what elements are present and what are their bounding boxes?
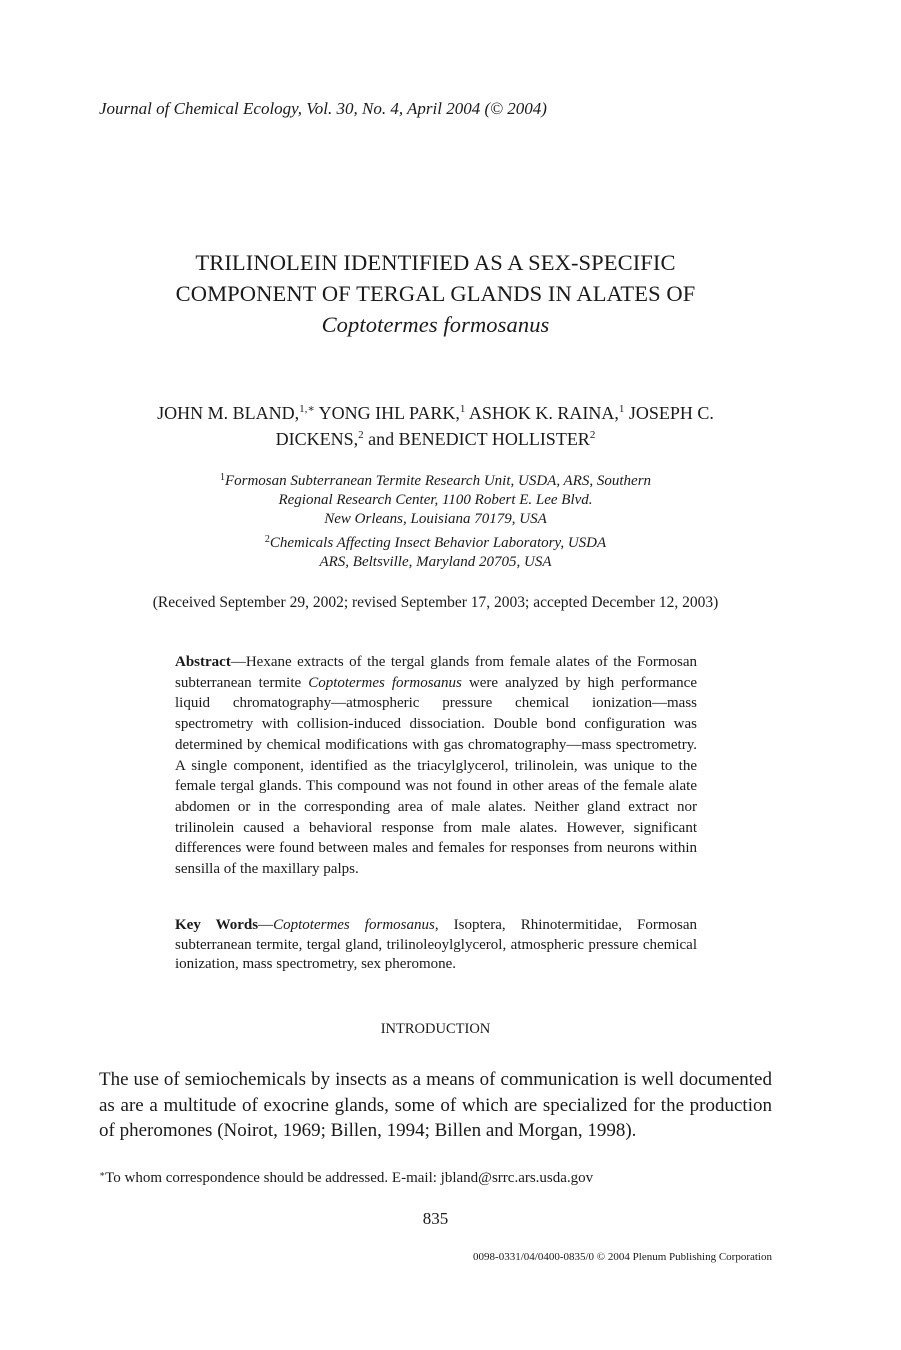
received-dates: (Received September 29, 2002; revised September 17, 2003; accepted December 12, 2003) xyxy=(152,594,719,611)
introduction-paragraph: The use of semiochemicals by insects as a means of communication is well documented as are a multitude of exocrine glands, some of which are specialized for the production of pheromones (Noirot, 1969; Billen, 1994; Billen and Morgan, 1998). xyxy=(99,1069,772,1141)
affiliation-2-line-1: Chemicals Affecting Insect Behavior Laboratory, USDA xyxy=(269,535,607,551)
author-dickens-affil: 2 xyxy=(358,429,364,441)
key-words-list: , Isoptera, Rhinotermitidae, Formosan subterranean termite, tergal gland, trilinoleoylglycerol, atmospheric pressure chemical ionization, mass spectrometry, sex pheromone. xyxy=(175,917,697,972)
affiliation-1-marker: 1 xyxy=(219,472,225,483)
abstract-text-start: —Hexane extracts of the tergal glands from female alates of the Formosan subterranean termite xyxy=(175,654,697,691)
footnote-text: To whom correspondence should be addressed. E-mail: jbland@srrc.ars.usda.gov xyxy=(105,1170,594,1186)
author-park: YONG IHL PARK, xyxy=(314,403,460,423)
abstract-text-end: were analyzed by high performance liquid chromatography—atmospheric pressure chemical ionization—mass spectrometry with collision-induced dissociation. Double bond configuration was determined by chemical modifications with gas chromatography—mass spectrometry. A single component, identified as the triacylglycerol, trilinolein, was unique to the female tergal glands. This compound was not found in other areas of the female alate abdomen or in the corresponding area of male alates. Neither gland extract nor trilinolein caused a behavioral response from male alates. However, significant differences were found between males and females for responses from neurons within sensilla of the maxillary palps. xyxy=(175,674,697,878)
journal-citation: Journal of Chemical Ecology, Vol. 30, No. 4, April 2004 (© 2004) xyxy=(99,99,547,118)
key-words-label: Key Words xyxy=(175,917,259,933)
key-words xyxy=(175,916,697,975)
author-dickens-first: JOSEPH C. xyxy=(624,403,714,423)
author-bland-affil: 1,∗ xyxy=(299,403,315,415)
correspondence-footnote xyxy=(99,1170,593,1187)
title-species: Coptotermes formosanus xyxy=(321,312,550,337)
affiliation-1-line-1: Formosan Subterranean Termite Research Unit, USDA, ARS, Southern xyxy=(224,473,652,489)
author-hollister: and BENEDICT HOLLISTER xyxy=(363,429,590,449)
affiliation-1-line-2: Regional Research Center, 1100 Robert E. Lee Blvd. xyxy=(278,492,593,508)
affiliation-2 xyxy=(0,534,871,572)
page-number: 835 xyxy=(422,1209,449,1228)
author-park-affil: 1 xyxy=(459,403,466,415)
paper-title xyxy=(0,247,871,340)
abstract-species: Coptotermes formosanus xyxy=(308,674,462,691)
abstract-label: Abstract xyxy=(175,654,231,670)
affiliation-2-marker: 2 xyxy=(264,534,270,545)
key-words-species: Coptotermes formosanus xyxy=(273,917,435,933)
footnote-marker: ∗ xyxy=(99,1169,106,1179)
title-line-2: COMPONENT OF TERGAL GLANDS IN ALATES OF xyxy=(175,281,696,306)
title-line-1: TRILINOLEIN IDENTIFIED AS A SEX-SPECIFIC xyxy=(195,250,676,275)
affiliation-2-line-2: ARS, Beltsville, Maryland 20705, USA xyxy=(319,554,552,570)
affiliation-1-line-3: New Orleans, Louisiana 70179, USA xyxy=(324,511,547,527)
key-words-dash: — xyxy=(258,917,274,933)
author-raina-affil: 1 xyxy=(618,403,625,415)
author-list xyxy=(0,400,871,452)
author-dickens-last: DICKENS, xyxy=(275,429,359,449)
author-raina: ASHOK K. RAINA, xyxy=(465,403,619,423)
affiliation-1 xyxy=(0,472,871,529)
section-heading-introduction: INTRODUCTION xyxy=(380,1021,491,1037)
abstract xyxy=(175,652,697,880)
author-hollister-affil: 2 xyxy=(589,429,596,441)
copyright-line: 0098-0331/04/0400-0835/0 © 2004 Plenum Publishing Corporation xyxy=(473,1251,772,1263)
author-bland: JOHN M. BLAND, xyxy=(157,403,300,423)
